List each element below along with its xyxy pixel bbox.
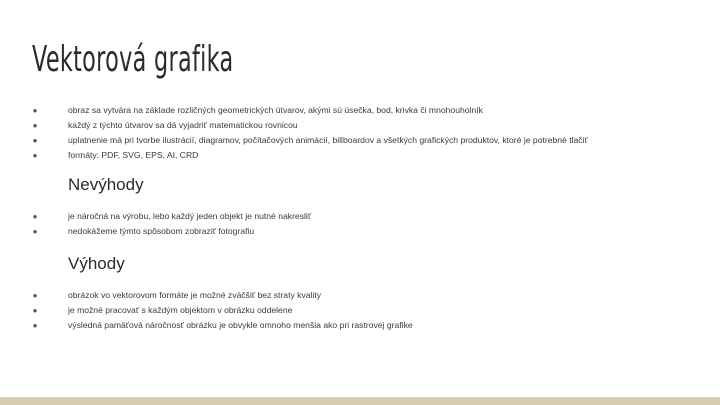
list-item bbox=[28, 118, 698, 133]
bullet-dot-icon: ● bbox=[32, 136, 38, 145]
list-item bbox=[28, 133, 698, 148]
bullet-text: je náročná na výrobu, lebo každý jeden objekt je nutné nakresliť bbox=[68, 211, 312, 221]
bullet-dot-icon: ● bbox=[32, 151, 38, 160]
list-item bbox=[28, 288, 698, 303]
bullet-dot-icon: ● bbox=[32, 227, 38, 236]
list-item bbox=[28, 209, 698, 224]
bullet-dot-icon: ● bbox=[32, 291, 38, 300]
bullet-dot-icon: ● bbox=[32, 121, 38, 130]
footer-accent-bar bbox=[0, 397, 720, 405]
list-item bbox=[28, 148, 698, 163]
bullet-text: obraz sa vytvára na základe rozličných geometrických útvarov, akými sú úsečka, bod, krivka či mnohouholník bbox=[68, 105, 483, 115]
bullet-text: nedokážeme týmto spôsobom zobraziť fotografiu bbox=[68, 226, 255, 236]
list-item bbox=[28, 318, 698, 333]
bullet-text: obrázok vo vektorovom formáte je možné zväčšiť bez straty kvality bbox=[68, 290, 322, 300]
list-item bbox=[28, 303, 698, 318]
bullet-text: formáty: PDF, SVG, EPS, AI, CRD bbox=[68, 150, 199, 160]
intro-bullet-list bbox=[28, 103, 698, 163]
disadvantages-bullet-list bbox=[28, 209, 698, 239]
bullet-dot-icon: ● bbox=[32, 106, 38, 115]
list-item bbox=[28, 103, 698, 118]
bullet-text: je možné pracovať s každým objektom v obrázku oddelene bbox=[68, 305, 293, 315]
slide-title: Vektorová grafika bbox=[32, 39, 234, 80]
bullet-text: výsledná pamäťová náročnosť obrázku je obvykle omnoho menšia ako pri rastrovej grafike bbox=[68, 320, 413, 330]
disadvantages-heading: Nevýhody bbox=[68, 175, 144, 194]
bullet-dot-icon: ● bbox=[32, 306, 38, 315]
advantages-bullet-list bbox=[28, 288, 698, 333]
bullet-dot-icon: ● bbox=[32, 212, 38, 221]
advantages-heading: Výhody bbox=[68, 254, 125, 273]
bullet-text: uplatnenie má pri tvorbe ilustrácií, diagramov, počítačových animácií, billboardov a všetkých grafických produktov, ktoré je potrebné tlačiť bbox=[68, 135, 588, 145]
list-item bbox=[28, 224, 698, 239]
bullet-text: každý z týchto útvarov sa dá vyjadriť matematickou rovnicou bbox=[68, 120, 298, 130]
bullet-dot-icon: ● bbox=[32, 321, 38, 330]
